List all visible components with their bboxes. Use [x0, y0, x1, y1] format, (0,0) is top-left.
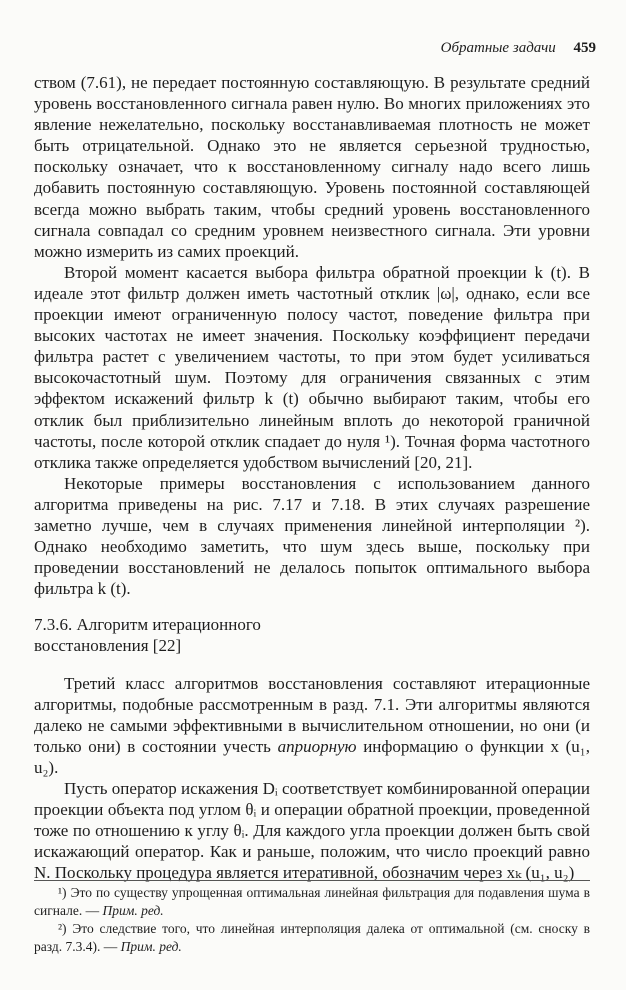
running-head: [441, 40, 596, 57]
footnote-1: [34, 884, 590, 920]
paragraph-text: Третий класс алгоритмов восстановления составляют итерационные алгоритмы, подобные рассмотренным в разд. 7.1. Эти алгоритмы являются далеко не самыми эффективными в вычислительном отношении, но они (и только они) в состоянии учесть: [34, 673, 590, 756]
paragraph: Некоторые примеры восстановления с использованием данного алгоритма приведены на рис. 7.17 и 7.18. В этих случаях разрешение заметно лучше, чем в случаях применения линейной интерполяции ²). Однако необходимо заметить, что шум здесь выше, поскольку при проведении восстановлений не делалось попыток оптимального выбора фильтра k (t).: [34, 473, 590, 599]
page-number: 459: [573, 40, 596, 56]
section-heading-line1: 7.3.6. Алгоритм итерационного: [34, 615, 261, 635]
body-text: [34, 72, 590, 883]
paragraph: Второй момент касается выбора фильтра обратной проекции k (t). В идеале этот фильтр должен иметь частотный отклик |ω|, однако, если все проекции имеют ограниченную полосу частот, поведение фильтра при высоких частотах не имеет значения. Поскольку коэффициент передачи фильтра растет с увеличением частоты, то при этом будет усиливаться высокочастотный шум. Поэтому для ограничения связанных с этим эффектом искажений фильтр k (t) обычно выбирают таким, чтобы его отклик был приблизительно линейным вплоть до некоторой граничной частоты, после которой отклик спадает до нуля ¹). Точная форма частотного отклика также определяется удобством вычислений [20, 21].: [34, 262, 590, 472]
paragraph-text: информацию о функции x (u₁, u₂).: [34, 736, 590, 777]
paragraph: ством (7.61), не передает постоянную составляющую. В результате средний уровень восстановленного сигнала равен нулю. Во многих приложениях это явление нежелательно, поскольку восстанавливаемая плотность не может быть отрицательной. Однако это не является серьезной трудностью, поскольку означает, что к восстановленному сигналу надо всего лишь добавить постоянную составляющую. Уровень постоянной составляющей всегда можно выбрать таким, чтобы средний уровень восстановленного сигнала совпадал со средним уровнем неизвестного сигнала. Эти уровни можно измерить из самих проекций.: [34, 73, 590, 261]
paragraph: Пусть оператор искажения Dᵢ соответствует комбинированной операции проекции объекта под углом θᵢ и операции обратной проекции, проведенной тоже по отношению к углу θᵢ. Для каждого угла проекции должен быть свой искажающий оператор. Как и раньше, положим, что число проекций равно N. Поскольку процедура является итеративной, обозначим через xₖ (u₁, u₂): [34, 779, 590, 883]
footnote-2: [34, 920, 590, 956]
italic-term: априорную: [277, 736, 357, 756]
running-head-title: Обратные задачи: [440, 40, 556, 56]
section-heading: [34, 614, 590, 656]
footnotes: [34, 880, 590, 956]
footnote-editor-note: Прим. ред.: [102, 903, 164, 918]
section-heading-line2: восстановления [22]: [34, 636, 182, 656]
footnote-text: ¹) Это по существу упрощенная оптимальная линейная фильтрация для подавления шума в сигнале. —: [34, 885, 590, 918]
footnote-editor-note: Прим. ред.: [120, 939, 182, 954]
footnote-text: ²) Это следствие того, что линейная интерполяция далека от оптимальной (см. сноску в разд. 7.3.4). —: [34, 921, 590, 954]
paragraph: [34, 673, 590, 778]
